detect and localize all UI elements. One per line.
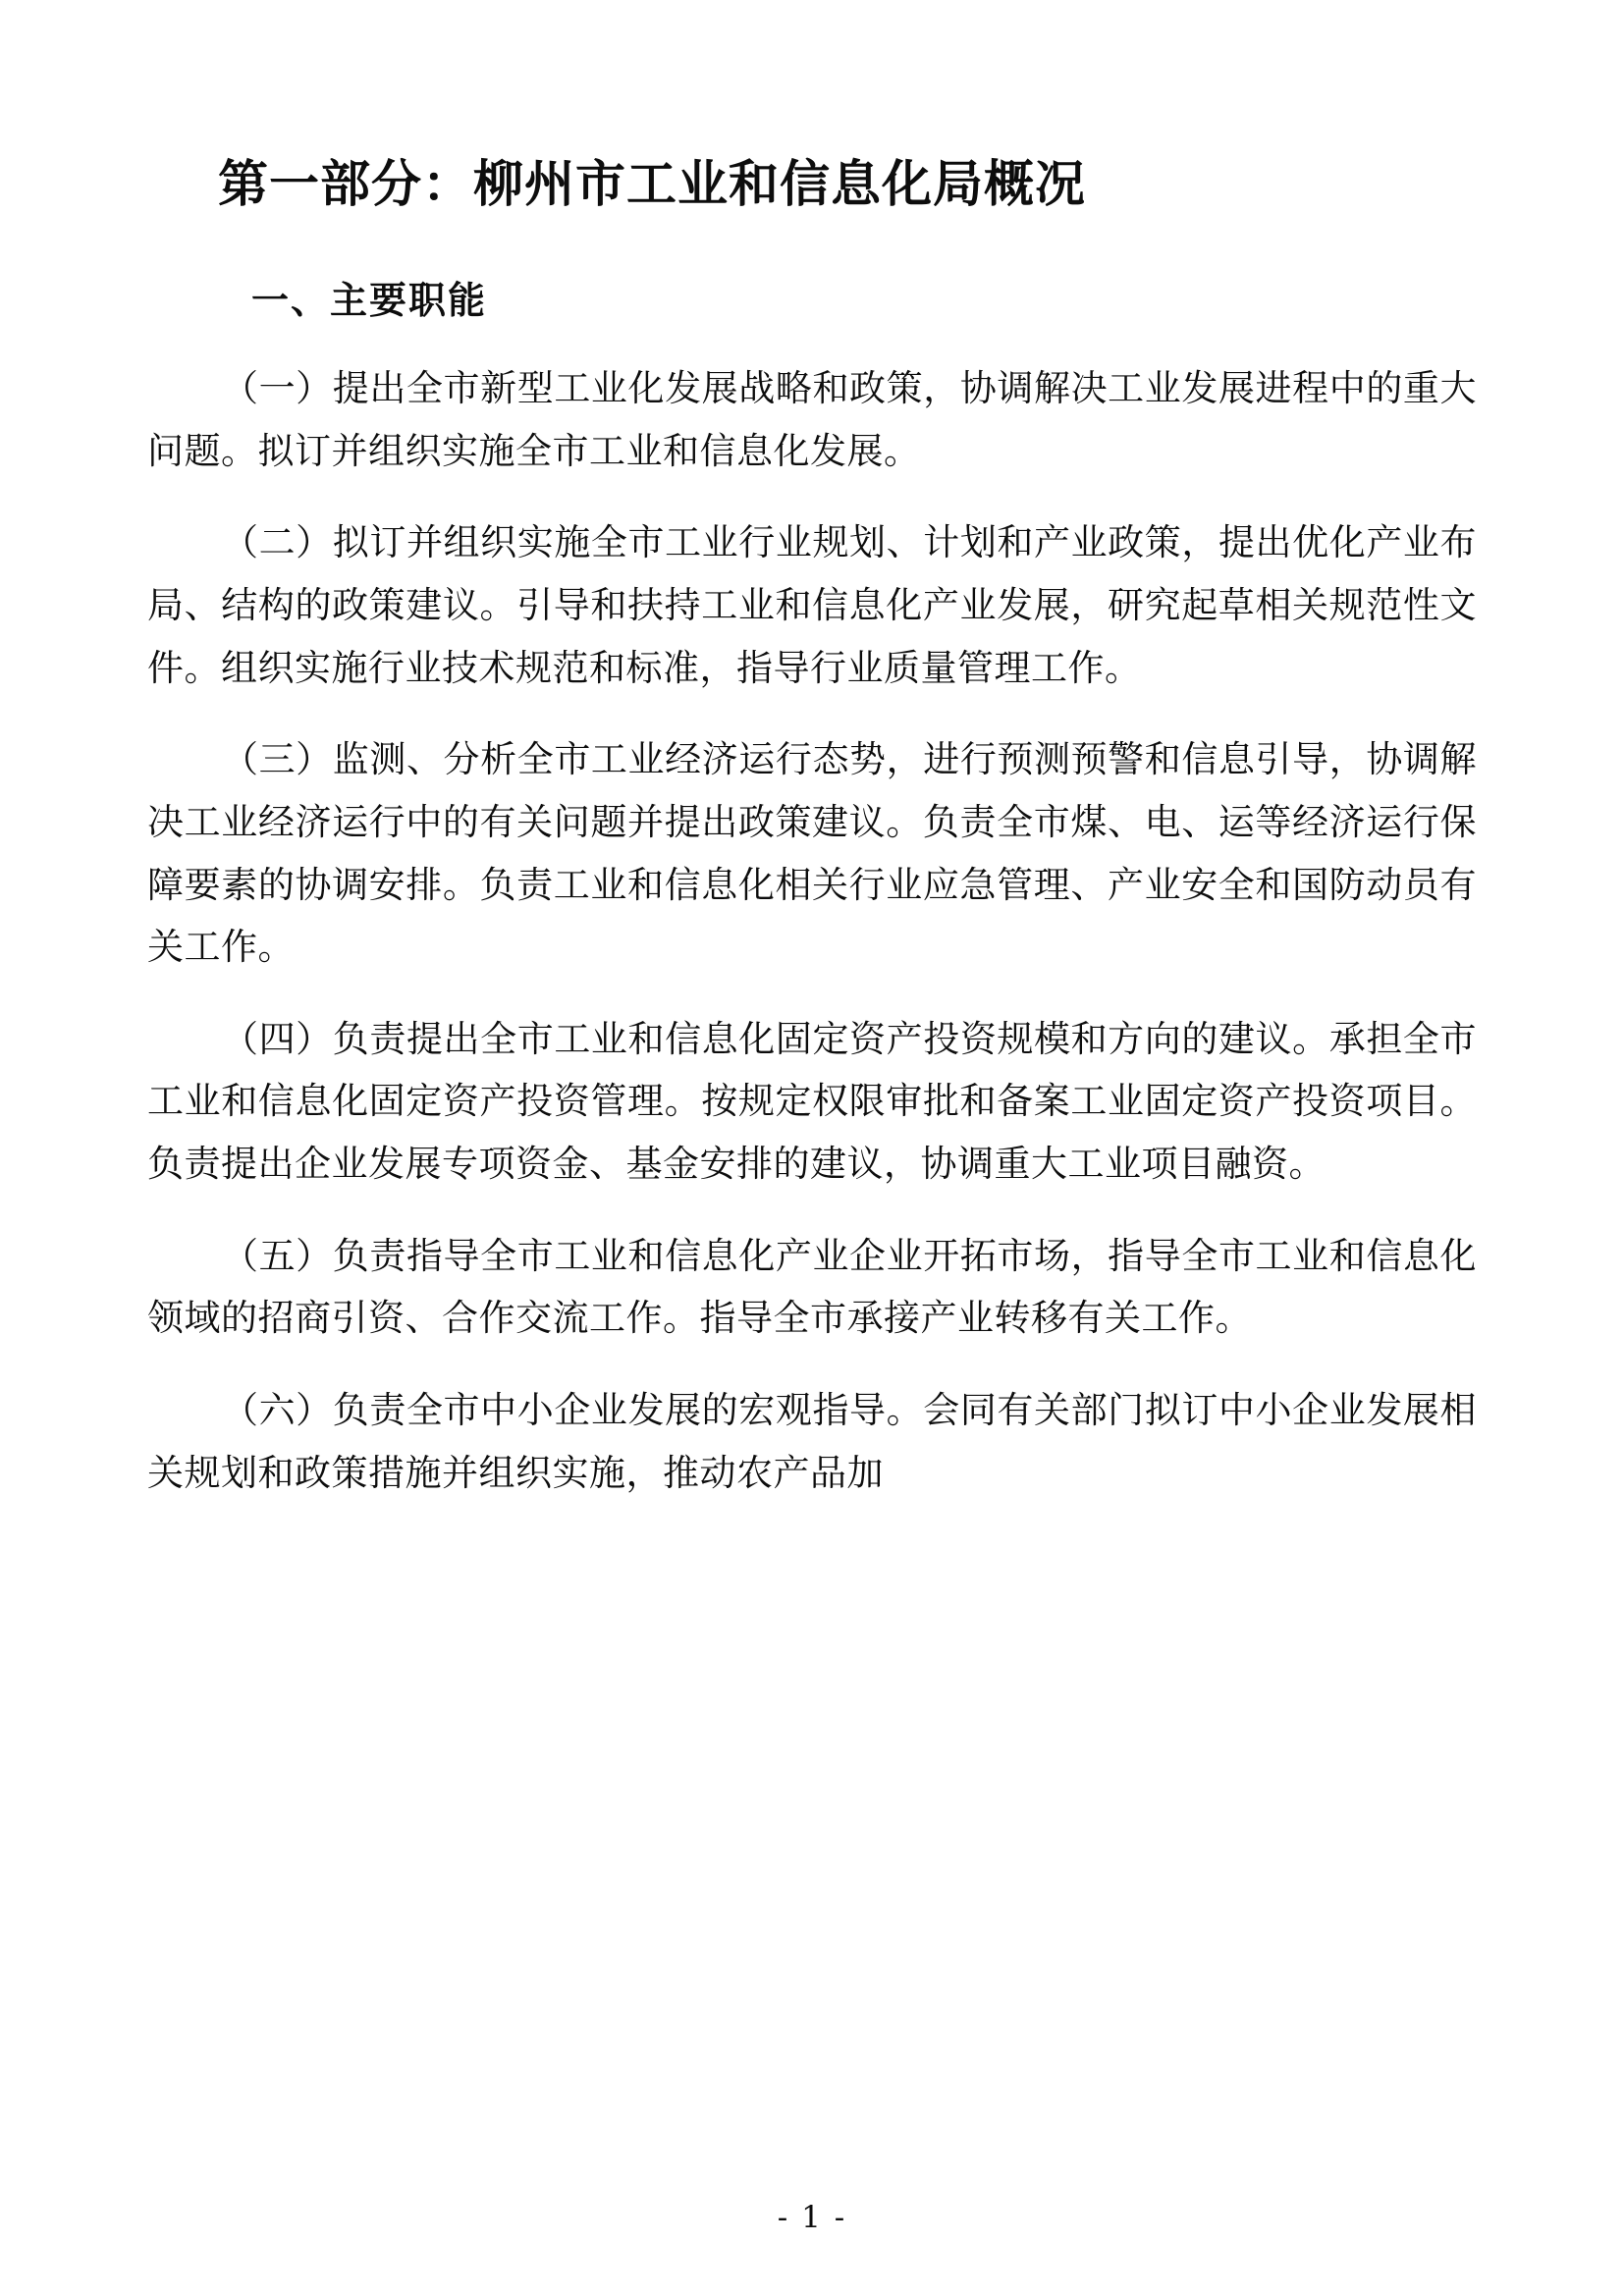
page-number: - 1 -	[777, 2200, 847, 2235]
paragraph: （一）提出全市新型工业化发展战略和政策，协调解决工业发展进程中的重大问题。拟订并组织实施全市工业和信息化发展。	[147, 367, 1477, 472]
page-title: 第一部分：柳州市工业和信息化局概况	[218, 156, 1087, 214]
paragraph: （三）监测、分析全市工业经济运行态势，进行预测预警和信息引导，协调解决工业经济运行中的有关问题并提出政策建议。负责全市煤、电、运等经济运行保障要素的协调安排。负责工业和信息化相关行业应急管理、产业安全和国防动员有关工作。	[147, 738, 1477, 969]
paragraph: （二）拟订并组织实施全市工业行业规划、计划和产业政策，提出优化产业布局、结构的政策建议。引导和扶持工业和信息化产业发展，研究起草相关规范性文件。组织实施行业技术规范和标准，指导行业质量管理工作。	[147, 521, 1477, 689]
paragraph: （四）负责提出全市工业和信息化固定资产投资规模和方向的建议。承担全市工业和信息化固定资产投资管理。按规定权限审批和备案工业固定资产投资项目。负责提出企业发展专项资金、基金安排的建议，协调重大工业项目融资。	[147, 1017, 1477, 1186]
body-content	[147, 357, 1477, 1504]
paragraph: （五）负责指导全市工业和信息化产业企业开拓市场，指导全市工业和信息化领域的招商引资、合作交流工作。指导全市承接产业转移有关工作。	[147, 1234, 1477, 1340]
section-heading: 一、主要职能	[251, 279, 488, 323]
paragraph: （六）负责全市中小企业发展的宏观指导。会同有关部门拟订中小企业发展相关规划和政策措施并组织实施，推动农产品加	[147, 1388, 1477, 1494]
